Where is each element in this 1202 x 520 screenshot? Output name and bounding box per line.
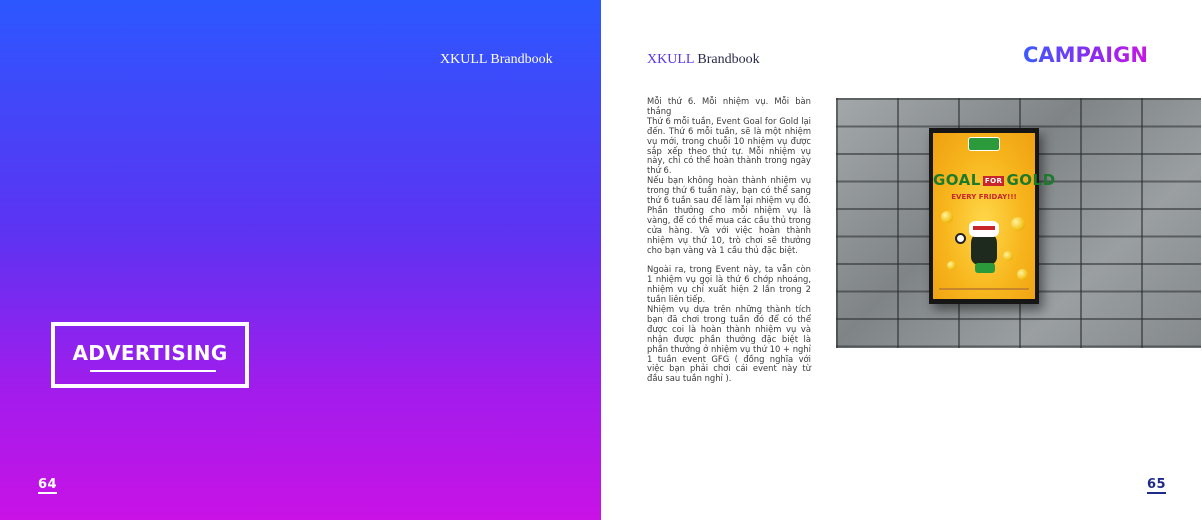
section-title-box (51, 322, 249, 388)
section-title-underline (90, 370, 216, 372)
paragraph-5: Nhiệm vụ dựa trên những thành tích bạn đã chơi trong tuần đó để có thể được coi là hoàn thành nhiệm vụ và nhận được phần thưởng đặc biệt là phần thưởng ở nhiệm vụ thứ 10 + nghỉ 1 tuần event GFG ( đồng nghĩa với việc bạn phải chơi cái event này từ đầu sau tuần nghỉ ). (647, 304, 811, 384)
coin-icon (1011, 217, 1025, 231)
goal-for-gold-poster (933, 133, 1056, 299)
poster-word-for: FOR (984, 176, 1003, 185)
poster-footer-line (939, 288, 1029, 290)
right-page (601, 0, 1202, 520)
page-title: CAMPAIGN (1023, 43, 1148, 67)
left-page-header: XKULL Brandbook (440, 52, 553, 67)
page-number-right: 65 (1147, 477, 1167, 492)
header-brand: XKULL (647, 52, 694, 67)
header-rest: Brandbook (693, 52, 760, 67)
coin-icon (947, 261, 956, 270)
coin-icon (1017, 269, 1028, 280)
section-title: ADVERTISING (72, 341, 228, 365)
poster-word-goal: GOAL (933, 171, 981, 189)
poster-logo-badge (968, 137, 1000, 151)
paragraph-2: Thứ 6 mỗi tuần, Event Goal for Gold lại đến. Thứ 6 mỗi tuần, sẽ là một nhiệm vụ mới, trong chuỗi 10 nhiệm vụ được sắp xếp theo thứ tự. Mỗi nhiệm vụ này, chỉ có thể hoàn thành trong ngày thứ 6. (647, 115, 811, 176)
poster-headline (933, 171, 1056, 189)
coin-icon (941, 211, 953, 223)
mascot-shirt (969, 221, 999, 237)
paragraph-4: Ngoài ra, trong Event này, ta vẫn còn 1 nhiệm vụ gọi là thứ 6 chớp nhoáng, nhiệm vụ chỉ xuất hiện 2 lần trong 2 tuần liên tiếp. (647, 264, 811, 305)
right-page-header (647, 52, 760, 68)
body-text (647, 97, 811, 384)
soccer-ball-icon (955, 233, 966, 244)
mascot-shorts (975, 263, 995, 273)
poster-word-gold: GOLD (1006, 171, 1056, 189)
paragraph-1: Mỗi thứ 6. Mỗi nhiệm vụ. Mỗi bàn thắng (647, 96, 811, 116)
coin-icon (1003, 251, 1013, 261)
page-number-left: 64 (38, 477, 58, 492)
paragraph-3: Nếu bạn không hoàn thành nhiệm vụ trong thứ 6 tuần này, bạn có thể sang thứ 6 tuần sau để làm lại nhiệm vụ đó. Phần thưởng cho mỗi nhiệm vụ là vàng, để có thể mua các cầu thủ trong cửa hàng. Và với việc hoàn thành nhiệm vụ thứ 10, trò chơi sẽ thưởng cho bạn vàng và 1 cầu thủ đặc biệt. (647, 175, 811, 255)
poster-mockup-photo (836, 98, 1201, 348)
poster-frame (929, 128, 1056, 304)
poster-subline: EVERY FRIDAY!!! (951, 193, 1017, 201)
